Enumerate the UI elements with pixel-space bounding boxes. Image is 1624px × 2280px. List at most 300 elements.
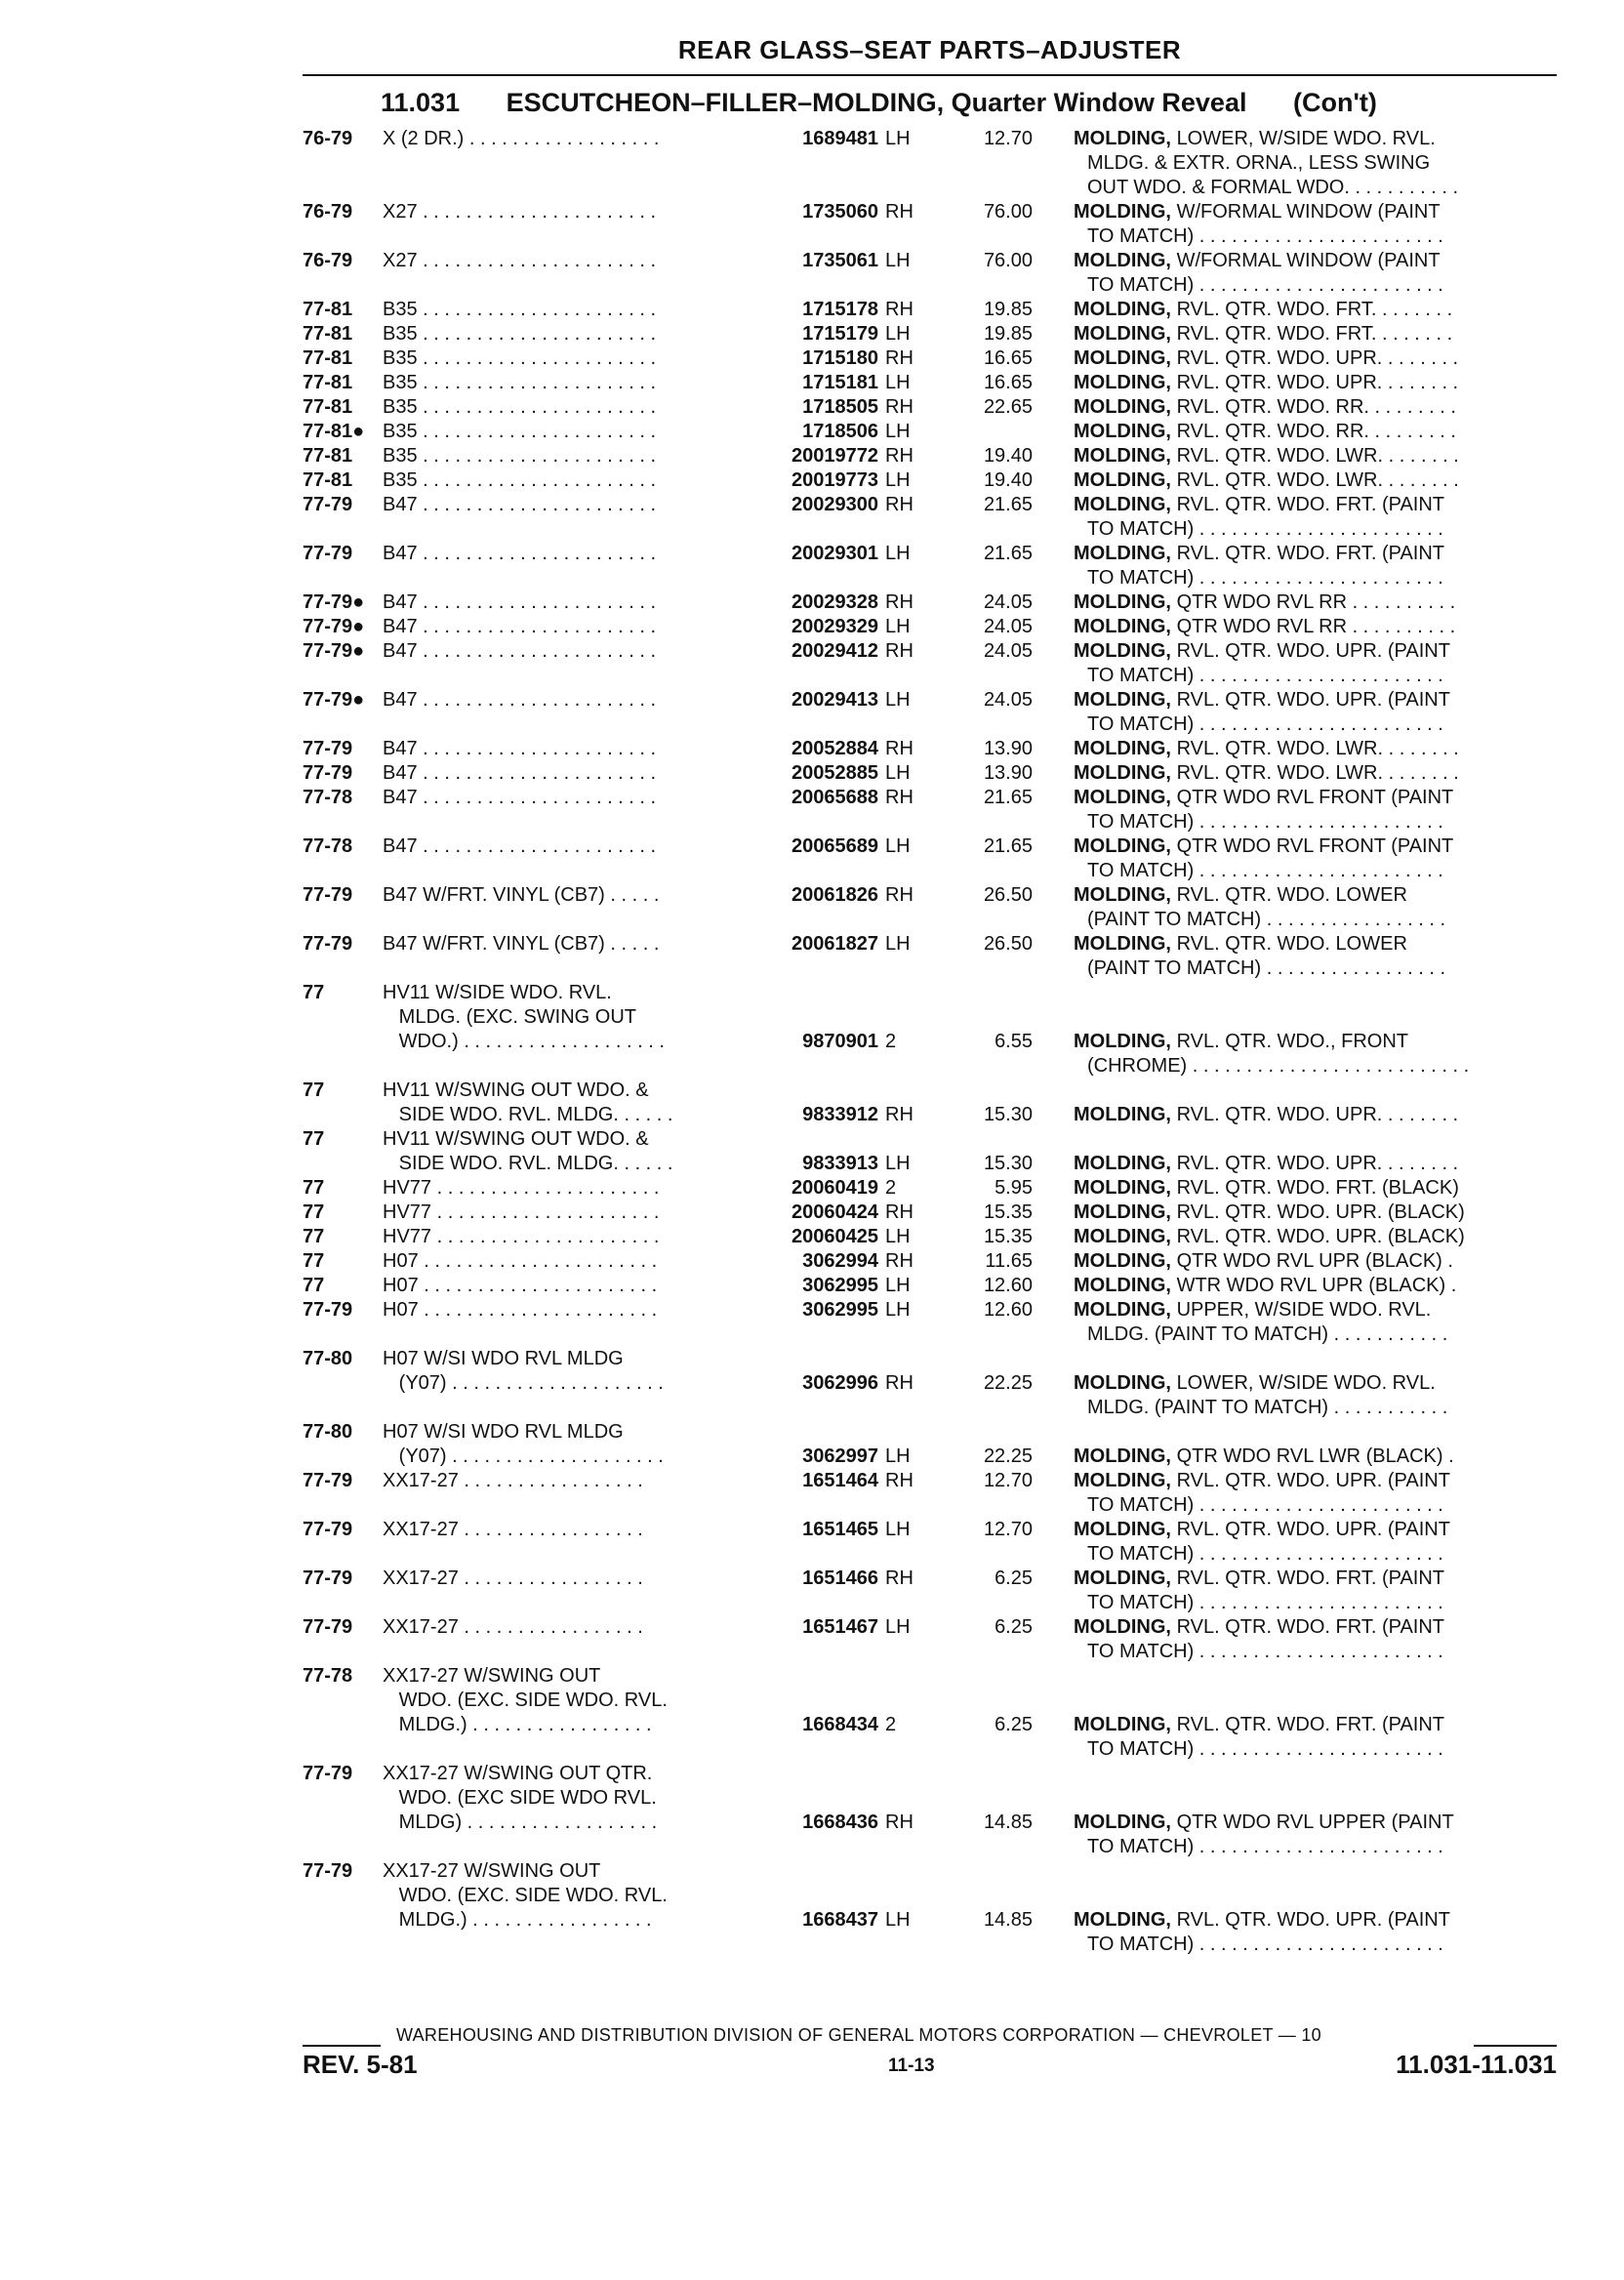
row-model-line: MLDG) . . . . . . . . . . . . . . . . . . (383, 1812, 658, 1833)
row-model-line: HV11 W/SWING OUT WDO. & (383, 1079, 649, 1101)
row-model (383, 615, 792, 639)
row-model-line: X27 . . . . . . . . . . . . . . . . . . . . . . (383, 250, 657, 271)
row-description-keyword: MOLDING, (1074, 689, 1171, 711)
table-row (303, 590, 1557, 615)
row-price: 6.25 (995, 1568, 1033, 1589)
row-part-number: 20029413 (792, 689, 878, 711)
row-model (383, 249, 792, 273)
row-model (383, 371, 792, 395)
row-year: 77-79 (303, 1616, 353, 1638)
row-price: 12.70 (983, 128, 1033, 149)
row-description-line: TO MATCH) . . . . . . . . . . . . . . . . . . . . . . . (1087, 225, 1443, 247)
row-model (383, 1762, 792, 1835)
row-description-line: TO MATCH) . . . . . . . . . . . . . . . . . . . . . . . (1087, 518, 1443, 540)
row-model (383, 786, 792, 810)
row-description (1074, 761, 1557, 786)
row-part-number: 1715180 (802, 347, 878, 369)
row-description-text: RVL. QTR. WDO. UPR. (BLACK) (1176, 1226, 1465, 1247)
row-model-line: H07 . . . . . . . . . . . . . . . . . . . . . . (383, 1299, 658, 1321)
row-description-line (1074, 932, 1557, 957)
row-year: 77 (303, 982, 325, 1003)
row-part-number: 20065689 (792, 835, 878, 857)
row-model-line: B35 . . . . . . . . . . . . . . . . . . . . . . (383, 347, 657, 369)
row-description-keyword: MOLDING, (1074, 1104, 1171, 1125)
row-price: 76.00 (983, 250, 1033, 271)
row-description-line: (PAINT TO MATCH) . . . . . . . . . . . . . . . . . (1087, 909, 1446, 930)
table-row (303, 1249, 1557, 1274)
row-model (383, 835, 792, 859)
row-model (383, 1127, 792, 1176)
table-row (303, 1859, 1557, 1957)
row-description (1074, 542, 1557, 590)
table-row (303, 493, 1557, 542)
row-year: 77-81 (303, 299, 353, 320)
row-model-line: XX17-27 W/SWING OUT (383, 1665, 601, 1687)
row-description-keyword: MOLDING, (1074, 787, 1171, 808)
row-description-text: QTR WDO RVL UPR (BLACK) . (1176, 1250, 1453, 1272)
row-description-keyword: MOLDING, (1074, 1275, 1171, 1296)
row-side: RH (885, 299, 914, 320)
row-year: 76-79 (303, 128, 353, 149)
row-description-keyword: MOLDING, (1074, 1445, 1171, 1467)
row-side: RH (885, 640, 914, 662)
footer-revision: REV. 5-81 (303, 2050, 418, 2079)
row-description-text: RVL. QTR. WDO. LWR. . . . . . . . (1176, 762, 1459, 784)
row-description-keyword: MOLDING, (1074, 1812, 1171, 1833)
row-model (383, 1518, 792, 1542)
row-model (383, 298, 792, 322)
row-description (1074, 1371, 1557, 1420)
row-description-keyword: MOLDING, (1074, 1177, 1171, 1199)
table-row (303, 615, 1557, 639)
row-model (383, 1859, 792, 1933)
row-year: 77 (303, 1275, 325, 1296)
row-description-keyword: MOLDING, (1074, 591, 1171, 613)
section-continued: (Con't) (1292, 88, 1377, 117)
row-year: 77 (303, 1128, 325, 1150)
row-description-text: LOWER, W/SIDE WDO. RVL. (1176, 128, 1436, 149)
row-description-line (1074, 249, 1557, 273)
row-description-keyword: MOLDING, (1074, 250, 1171, 271)
row-part-number: 20029328 (792, 591, 878, 613)
row-model-line: HV11 W/SWING OUT WDO. & (383, 1128, 649, 1150)
row-model-line: B47 . . . . . . . . . . . . . . . . . . . . . . (383, 494, 657, 515)
row-side: LH (885, 543, 911, 564)
row-part-number: 9833912 (802, 1104, 878, 1125)
row-year: 77-80 (303, 1421, 353, 1443)
row-description-line (1074, 688, 1557, 712)
header-rule (303, 74, 1557, 76)
table-row (303, 395, 1557, 420)
row-description-line (1074, 1274, 1557, 1298)
row-price: 21.65 (983, 787, 1033, 808)
row-side: LH (885, 1909, 911, 1931)
row-model-line: B47 . . . . . . . . . . . . . . . . . . . . . . (383, 591, 657, 613)
row-side: 2 (885, 1714, 897, 1735)
row-model-line: HV11 W/SIDE WDO. RVL. (383, 982, 612, 1003)
row-description-keyword: MOLDING, (1074, 616, 1171, 637)
row-description-text: RVL. QTR. WDO. LWR. . . . . . . . (1176, 469, 1459, 491)
row-side: RH (885, 445, 914, 467)
row-description-text: RVL. QTR. WDO. FRT. (PAINT (1176, 1616, 1445, 1638)
row-description-line: TO MATCH) . . . . . . . . . . . . . . . . . . . . . . . (1087, 1494, 1443, 1516)
row-price: 19.40 (983, 469, 1033, 491)
row-description-keyword: MOLDING, (1074, 1372, 1171, 1394)
table-row (303, 786, 1557, 835)
row-description-line: TO MATCH) . . . . . . . . . . . . . . . . . . . . . . . (1087, 274, 1443, 296)
row-price: 14.85 (983, 1909, 1033, 1931)
row-model-line: B47 W/FRT. VINYL (CB7) . . . . . (383, 933, 660, 955)
row-part-number: 1668436 (802, 1812, 878, 1833)
row-description-line (1074, 371, 1557, 395)
row-description (1074, 1103, 1557, 1127)
row-description-text: RVL. QTR. WDO. LOWER (1176, 933, 1407, 955)
row-side: RH (885, 201, 914, 223)
row-description (1074, 1225, 1557, 1249)
row-part-number: 1718506 (802, 421, 878, 442)
row-part-number: 20019772 (792, 445, 878, 467)
row-part-number: 3062995 (802, 1299, 878, 1321)
row-model-line: HV77 . . . . . . . . . . . . . . . . . . . . . (383, 1226, 660, 1247)
row-side: RH (885, 1372, 914, 1394)
row-part-number: 1715181 (802, 372, 878, 393)
row-description-line: TO MATCH) . . . . . . . . . . . . . . . . . . . . . . . (1087, 1738, 1443, 1760)
row-part-number: 20060424 (792, 1201, 878, 1223)
row-model (383, 542, 792, 566)
row-description-text: RVL. QTR. WDO. FRT. . . . . . . . (1176, 299, 1453, 320)
row-description-keyword: MOLDING, (1074, 640, 1171, 662)
row-description-text: RVL. QTR. WDO. UPR. . . . . . . . (1176, 1153, 1459, 1174)
row-price: 19.85 (983, 323, 1033, 345)
row-model (383, 200, 792, 224)
row-description-line (1074, 1103, 1557, 1127)
row-side: LH (885, 1299, 911, 1321)
footer-rule-left (303, 2045, 381, 2047)
row-model (383, 1567, 792, 1591)
row-part-number: 3062996 (802, 1372, 878, 1394)
table-row (303, 1615, 1557, 1664)
row-model-line: (Y07) . . . . . . . . . . . . . . . . . . . . (383, 1445, 664, 1467)
row-description-line (1074, 1469, 1557, 1493)
row-model-line: XX17-27 . . . . . . . . . . . . . . . . . (383, 1616, 643, 1638)
row-description-line: (PAINT TO MATCH) . . . . . . . . . . . . . . . . . (1087, 957, 1446, 979)
table-row (303, 1079, 1557, 1127)
footer-page-number: 11-13 (888, 2056, 935, 2076)
row-model-line: XX17-27 . . . . . . . . . . . . . . . . . (383, 1519, 643, 1540)
row-part-number: 9870901 (802, 1031, 878, 1052)
section-heading (381, 88, 1377, 118)
row-model-line: SIDE WDO. RVL. MLDG. . . . . . (383, 1104, 673, 1125)
row-price: 22.65 (983, 396, 1033, 418)
row-description-text: RVL. QTR. WDO. FRT. (PAINT (1176, 494, 1445, 515)
row-model-line: XX17-27 W/SWING OUT QTR. (383, 1763, 653, 1784)
row-description-text: RVL. QTR. WDO. RR. . . . . . . . . (1176, 421, 1456, 442)
row-year: 77-79 (303, 933, 353, 955)
row-description-line: TO MATCH) . . . . . . . . . . . . . . . . . . . . . . . (1087, 713, 1443, 735)
row-side: RH (885, 347, 914, 369)
row-description-text: QTR WDO RVL FRONT (PAINT (1176, 835, 1454, 857)
row-description (1074, 1713, 1557, 1762)
row-part-number: 3062997 (802, 1445, 878, 1467)
row-description-line (1074, 298, 1557, 322)
row-year: 77-78 (303, 1665, 353, 1687)
row-model-line: X27 . . . . . . . . . . . . . . . . . . . . . . (383, 201, 657, 223)
row-description-line: TO MATCH) . . . . . . . . . . . . . . . . . . . . . . . (1087, 665, 1443, 686)
row-description-keyword: MOLDING, (1074, 933, 1171, 955)
row-year: 77 (303, 1250, 325, 1272)
row-model (383, 1201, 792, 1225)
table-row (303, 1567, 1557, 1615)
row-side: RH (885, 494, 914, 515)
row-description-text: RVL. QTR. WDO. UPR. (PAINT (1176, 689, 1450, 711)
row-model (383, 737, 792, 761)
row-description-text: RVL. QTR. WDO. UPR. (BLACK) (1176, 1201, 1465, 1223)
row-price: 19.40 (983, 445, 1033, 467)
table-row (303, 883, 1557, 932)
row-description-line (1074, 1201, 1557, 1225)
footer-rule-right (1474, 2045, 1557, 2047)
footer-publisher: WAREHOUSING AND DISTRIBUTION DIVISION OF GENERAL MOTORS CORPORATION — CHEVROLET — 10 (396, 2025, 1321, 2045)
row-part-number: 9833913 (802, 1153, 878, 1174)
row-description-text: RVL. QTR. WDO. FRT. (PAINT (1176, 1714, 1445, 1735)
row-year: 77-81 (303, 323, 353, 345)
row-price: 12.60 (983, 1275, 1033, 1296)
row-side: LH (885, 323, 911, 345)
row-price: 11.65 (985, 1250, 1033, 1272)
row-price: 19.85 (983, 299, 1033, 320)
row-description-line (1074, 200, 1557, 224)
row-year: 77-79 (303, 543, 353, 564)
row-side: RH (885, 884, 914, 906)
table-row (303, 1201, 1557, 1225)
row-part-number: 1735061 (802, 250, 878, 271)
row-price: 76.00 (983, 201, 1033, 223)
row-description (1074, 249, 1557, 298)
row-description (1074, 1201, 1557, 1225)
footer-section-range: 11.031-11.031 (1396, 2050, 1557, 2079)
row-description (1074, 1030, 1557, 1079)
row-description-keyword: MOLDING, (1074, 738, 1171, 759)
row-model (383, 1347, 792, 1396)
row-description-text: RVL. QTR. WDO. RR. . . . . . . . . (1176, 396, 1456, 418)
page-header-title: REAR GLASS–SEAT PARTS–ADJUSTER (677, 35, 1182, 64)
row-description-text: W/FORMAL WINDOW (PAINT (1176, 250, 1441, 271)
row-description-keyword: MOLDING, (1074, 201, 1171, 223)
row-description-keyword: MOLDING, (1074, 1470, 1171, 1491)
row-model-line: H07 . . . . . . . . . . . . . . . . . . . . . . (383, 1275, 658, 1296)
row-description (1074, 786, 1557, 835)
row-description-line (1074, 1615, 1557, 1640)
row-description-keyword: MOLDING, (1074, 543, 1171, 564)
row-side: LH (885, 835, 911, 857)
row-part-number: 1651464 (802, 1470, 878, 1491)
table-row (303, 1664, 1557, 1762)
row-side: LH (885, 1445, 911, 1467)
row-price: 22.25 (983, 1372, 1033, 1394)
row-model (383, 1298, 792, 1323)
row-description (1074, 1152, 1557, 1176)
row-description (1074, 1298, 1557, 1347)
row-year: 77-79 (303, 1519, 353, 1540)
row-model (383, 1664, 792, 1737)
table-row (303, 249, 1557, 298)
row-year: 77-79 (303, 884, 353, 906)
row-model-line: B47 . . . . . . . . . . . . . . . . . . . . . . (383, 738, 657, 759)
row-price: 6.25 (995, 1714, 1033, 1735)
row-description-keyword: MOLDING, (1074, 1226, 1171, 1247)
row-year: 77-79 (303, 762, 353, 784)
row-model (383, 322, 792, 346)
row-model (383, 981, 792, 1054)
row-description-line (1074, 395, 1557, 420)
row-description-line: TO MATCH) . . . . . . . . . . . . . . . . . . . . . . . (1087, 1592, 1443, 1613)
table-row (303, 1469, 1557, 1518)
row-description-text: RVL. QTR. WDO. FRT. (PAINT (1176, 543, 1445, 564)
row-description-text: WTR WDO RVL UPR (BLACK) . (1176, 1275, 1457, 1296)
row-model-line: B35 . . . . . . . . . . . . . . . . . . . . . . (383, 469, 657, 491)
row-description-keyword: MOLDING, (1074, 1616, 1171, 1638)
section-title: ESCUTCHEON–FILLER–MOLDING, Quarter Window Reveal (506, 88, 1247, 117)
row-model-line: HV77 . . . . . . . . . . . . . . . . . . . . . (383, 1177, 660, 1199)
row-part-number: 20060425 (792, 1226, 878, 1247)
row-year: 77-80 (303, 1348, 353, 1369)
row-model-line: B47 . . . . . . . . . . . . . . . . . . . . . . (383, 689, 657, 711)
row-price: 12.70 (983, 1470, 1033, 1491)
row-description (1074, 1908, 1557, 1957)
row-year: 77-79● (303, 616, 365, 637)
row-model (383, 688, 792, 712)
row-model-line: H07 . . . . . . . . . . . . . . . . . . . . . . (383, 1250, 658, 1272)
row-description (1074, 1469, 1557, 1518)
row-model (383, 883, 792, 908)
row-description (1074, 395, 1557, 420)
row-model-line: B35 . . . . . . . . . . . . . . . . . . . . . . (383, 445, 657, 467)
row-description-text: RVL. QTR. WDO. LWR. . . . . . . . (1176, 445, 1459, 467)
row-description-text: LOWER, W/SIDE WDO. RVL. (1176, 1372, 1436, 1394)
table-row (303, 346, 1557, 371)
row-model-line: X (2 DR.) . . . . . . . . . . . . . . . . . . (383, 128, 660, 149)
parts-list (303, 127, 1557, 1957)
row-price: 24.05 (983, 616, 1033, 637)
row-model-line: B47 W/FRT. VINYL (CB7) . . . . . (383, 884, 660, 906)
row-side: LH (885, 421, 911, 442)
row-model (383, 1079, 792, 1127)
row-description (1074, 737, 1557, 761)
row-year: 77-79 (303, 1860, 353, 1882)
table-row (303, 1762, 1557, 1859)
row-part-number: 1715179 (802, 323, 878, 345)
table-row (303, 444, 1557, 468)
row-side: LH (885, 1519, 911, 1540)
table-row (303, 688, 1557, 737)
row-price: 15.35 (983, 1201, 1033, 1223)
row-description-line (1074, 1567, 1557, 1591)
row-description-line: TO MATCH) . . . . . . . . . . . . . . . . . . . . . . . (1087, 1934, 1443, 1955)
row-description-keyword: MOLDING, (1074, 1201, 1171, 1223)
row-description-keyword: MOLDING, (1074, 884, 1171, 906)
row-description-keyword: MOLDING, (1074, 396, 1171, 418)
row-description-line: (CHROME) . . . . . . . . . . . . . . . . . . . . . . . . . . (1087, 1055, 1470, 1077)
row-description-keyword: MOLDING, (1074, 445, 1171, 467)
row-description-keyword: MOLDING, (1074, 323, 1171, 345)
row-side: LH (885, 1153, 911, 1174)
row-description (1074, 883, 1557, 932)
row-model-line: B47 . . . . . . . . . . . . . . . . . . . . . . (383, 616, 657, 637)
row-part-number: 3062995 (802, 1275, 878, 1296)
row-description-text: UPPER, W/SIDE WDO. RVL. (1176, 1299, 1432, 1321)
row-description (1074, 493, 1557, 542)
table-row (303, 200, 1557, 249)
row-price: 16.65 (983, 347, 1033, 369)
row-description-line (1074, 1249, 1557, 1274)
row-model-line: B35 . . . . . . . . . . . . . . . . . . . . . . (383, 323, 657, 345)
row-description-line (1074, 346, 1557, 371)
row-description (1074, 444, 1557, 468)
row-description-line (1074, 1298, 1557, 1323)
row-side: RH (885, 1201, 914, 1223)
row-model (383, 590, 792, 615)
row-year: 76-79 (303, 250, 353, 271)
row-description-line: OUT WDO. & FORMAL WDO. . . . . . . . . . . (1087, 177, 1459, 198)
row-description (1074, 688, 1557, 737)
row-model-line: MLDG.) . . . . . . . . . . . . . . . . . (383, 1714, 652, 1735)
row-price: 15.30 (983, 1104, 1033, 1125)
row-part-number: 20029301 (792, 543, 878, 564)
row-model (383, 493, 792, 517)
row-description-line: TO MATCH) . . . . . . . . . . . . . . . . . . . . . . . (1087, 1836, 1443, 1857)
row-model-line: WDO.) . . . . . . . . . . . . . . . . . . . (383, 1031, 665, 1052)
row-description-line (1074, 127, 1557, 151)
row-model-line: MLDG. (EXC. SWING OUT (383, 1006, 637, 1028)
row-description-line (1074, 590, 1557, 615)
row-description (1074, 322, 1557, 346)
row-description-keyword: MOLDING, (1074, 1519, 1171, 1540)
row-description (1074, 615, 1557, 639)
row-price: 12.60 (983, 1299, 1033, 1321)
row-description-keyword: MOLDING, (1074, 128, 1171, 149)
row-year: 76-79 (303, 201, 353, 223)
row-year: 77-81 (303, 396, 353, 418)
row-part-number: 20060419 (792, 1177, 878, 1199)
row-description-keyword: MOLDING, (1074, 372, 1171, 393)
row-price: 13.90 (983, 738, 1033, 759)
row-description-line (1074, 542, 1557, 566)
row-part-number: 20029412 (792, 640, 878, 662)
row-description (1074, 1249, 1557, 1274)
row-description-text: RVL. QTR. WDO. UPR. (PAINT (1176, 1519, 1450, 1540)
row-model-line: XX17-27 . . . . . . . . . . . . . . . . . (383, 1568, 643, 1589)
row-description-keyword: MOLDING, (1074, 1714, 1171, 1735)
row-description-keyword: MOLDING, (1074, 1250, 1171, 1272)
row-description-text: RVL. QTR. WDO. UPR. (PAINT (1176, 1470, 1450, 1491)
row-description-keyword: MOLDING, (1074, 835, 1171, 857)
row-part-number: 20052884 (792, 738, 878, 759)
row-year: 77-81● (303, 421, 365, 442)
row-year: 77-79 (303, 1299, 353, 1321)
row-model-line: XX17-27 . . . . . . . . . . . . . . . . . (383, 1470, 643, 1491)
row-model-line: WDO. (EXC SIDE WDO RVL. (383, 1787, 657, 1809)
row-description-line (1074, 493, 1557, 517)
row-description-line (1074, 1371, 1557, 1396)
table-row (303, 737, 1557, 761)
row-description-text: RVL. QTR. WDO. UPR. (PAINT (1176, 640, 1450, 662)
row-model-line: H07 W/SI WDO RVL MLDG (383, 1348, 624, 1369)
row-description-line (1074, 615, 1557, 639)
row-description-line (1074, 1225, 1557, 1249)
row-description-keyword: MOLDING, (1074, 421, 1171, 442)
row-description-keyword: MOLDING, (1074, 762, 1171, 784)
row-model (383, 1249, 792, 1274)
